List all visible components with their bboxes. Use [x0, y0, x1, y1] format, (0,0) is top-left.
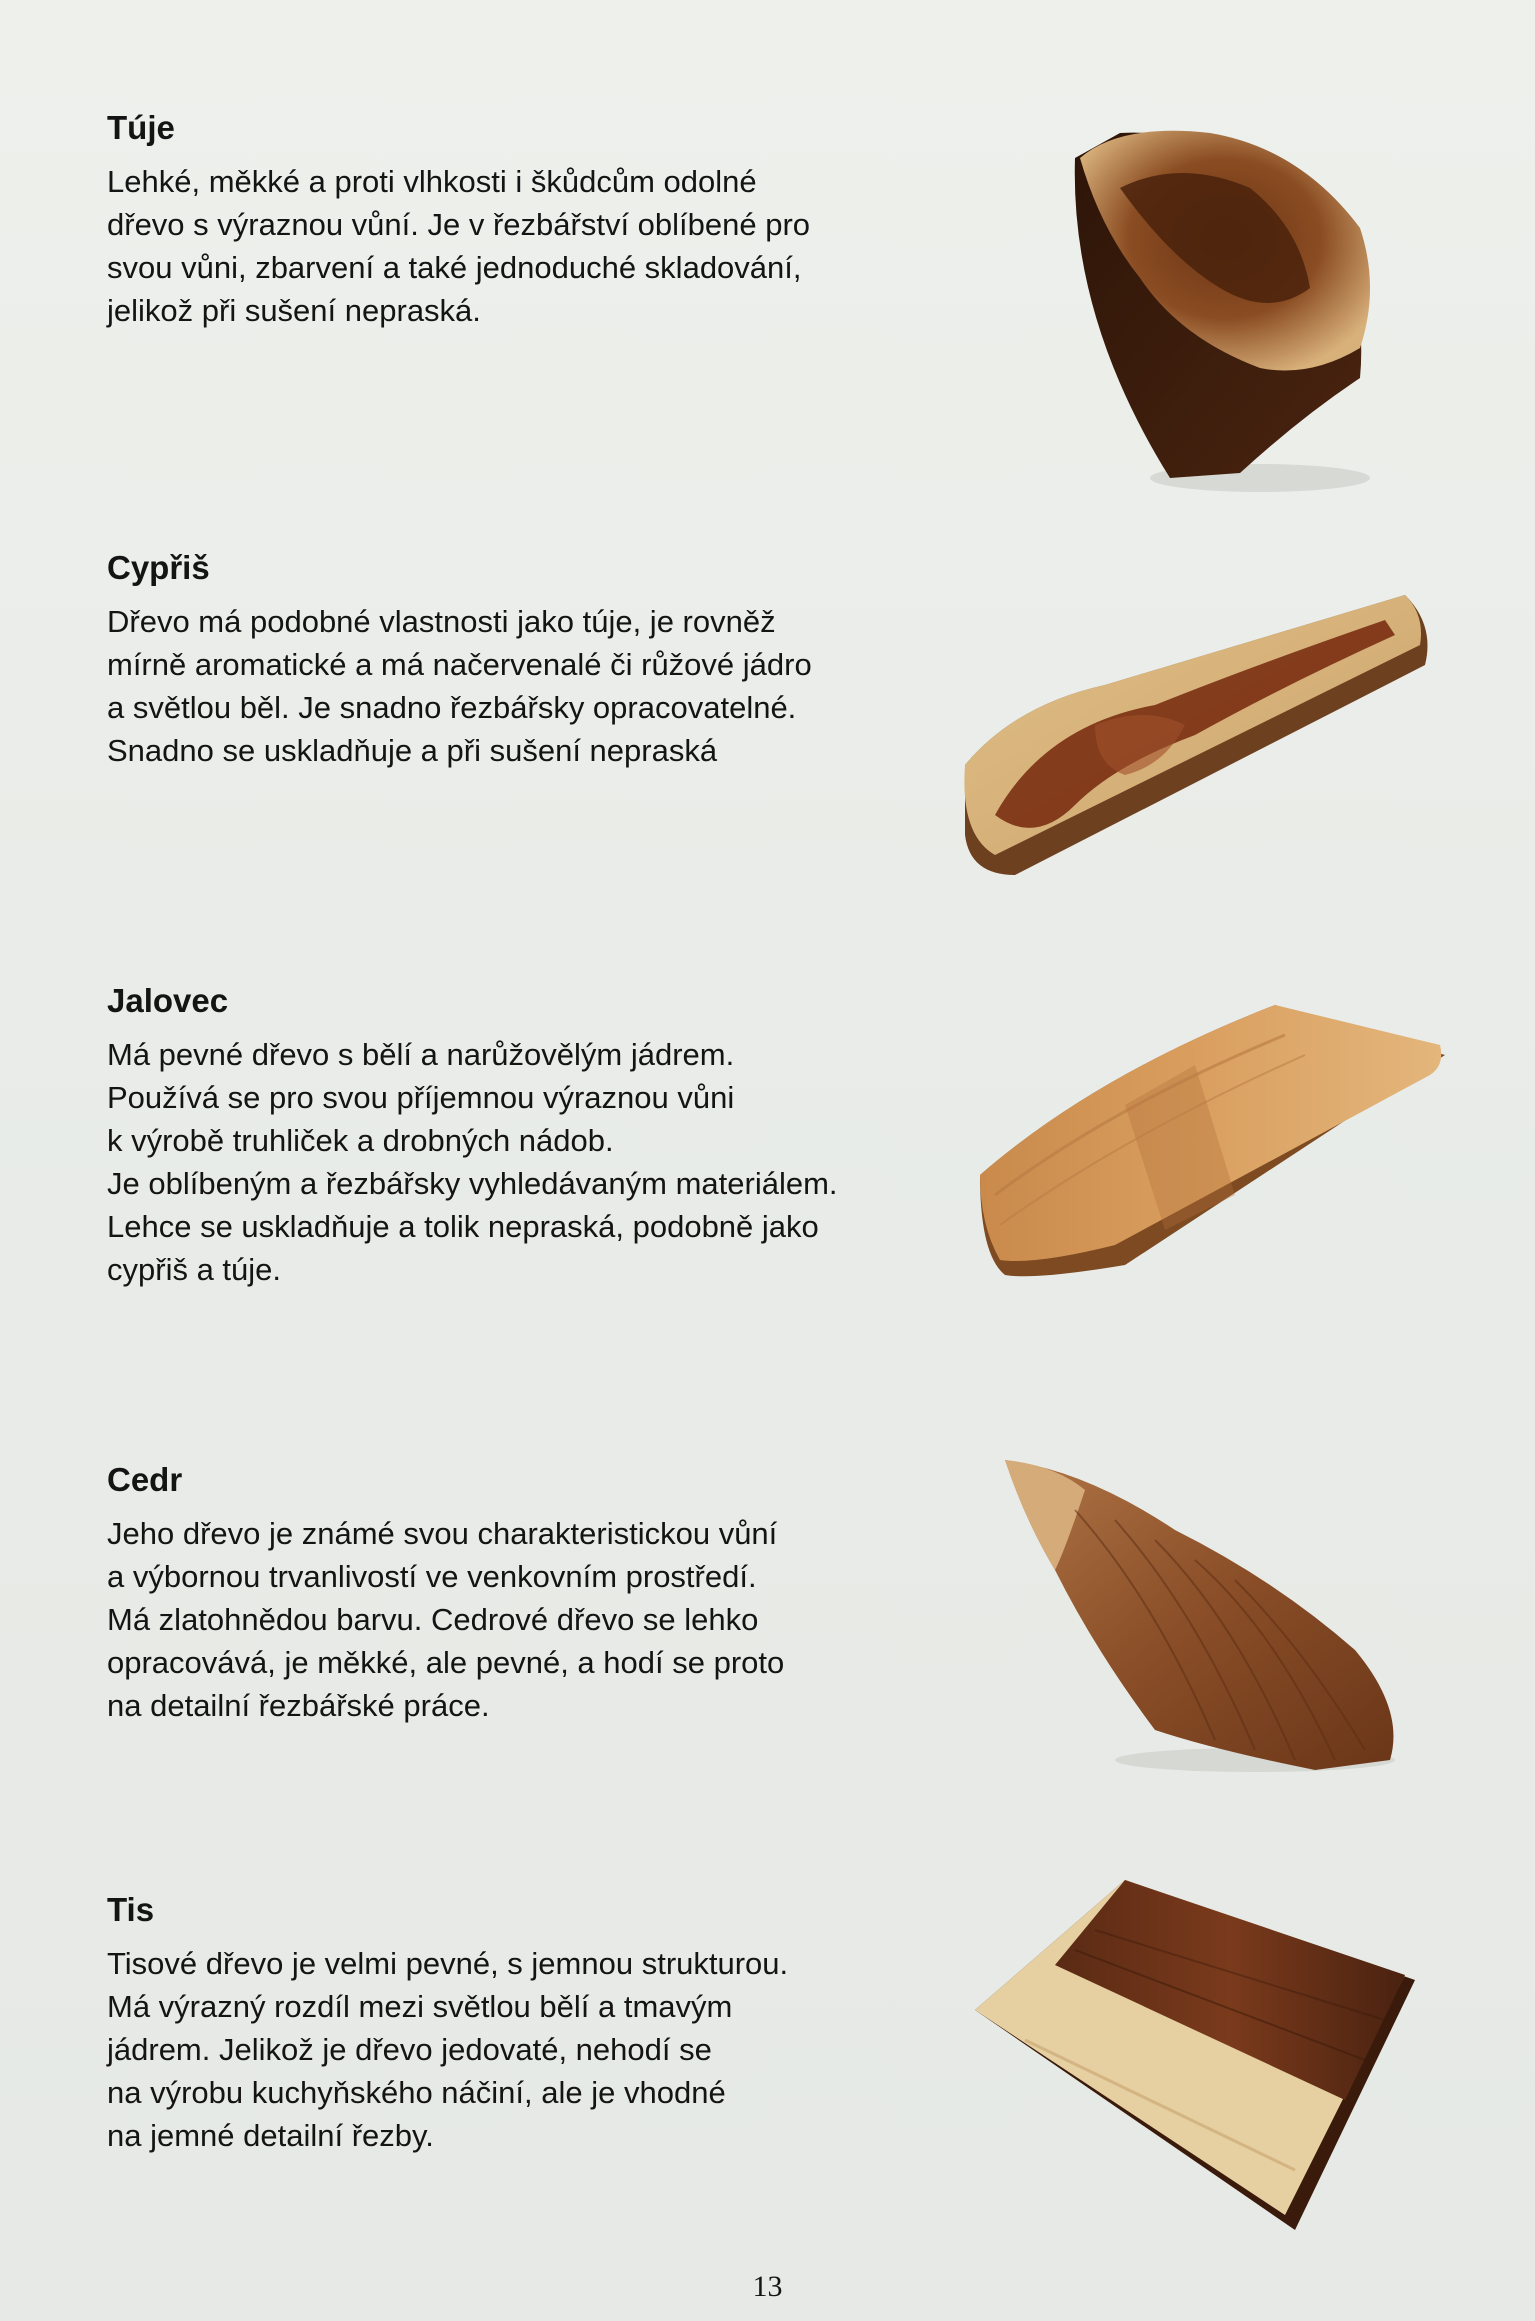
entry-title: Cypřiš	[107, 549, 210, 586]
entry-cypress	[107, 548, 907, 772]
entry-juniper	[107, 981, 907, 1291]
entry-thuja	[107, 108, 907, 332]
page-number: 13	[752, 2270, 783, 2303]
entry-text: Má pevné dřevo s bělí a narůžovělým jádrem. Používá se pro svou příjemnou výraznou vůni k výrobě truhliček a drobných nádob. Je oblíbeným a řezbářsky vyhledávaným materiálem. Lehce se uskladňuje a tolik nepraská, podobně jako cypřiš a túje.	[107, 1037, 838, 1287]
cypress-wood-image	[955, 575, 1435, 895]
entry-text: Dřevo má podobné vlastnosti jako túje, je rovněž mírně aromatické a má načervenalé či růžové jádro a světlou běl. Je snadno řezbářsky opracovatelné. Snadno se uskladňuje a při sušení nepraská	[107, 604, 812, 768]
entry-title: Tis	[107, 1891, 155, 1928]
yew-wood-image	[965, 1870, 1425, 2240]
entry-title: Túje	[107, 109, 175, 146]
juniper-wood-image	[975, 995, 1455, 1295]
entry-text: Tisové dřevo je velmi pevné, s jemnou strukturou. Má výrazný rozdíl mezi světlou bělí a tmavým jádrem. Jelikož je dřevo jedovaté, nehodí se na výrobu kuchyňského náčiní, ale je vhodné na jemné detailní řezby.	[107, 1946, 789, 2153]
entry-yew	[107, 1890, 907, 2157]
entry-title: Cedr	[107, 1461, 183, 1498]
entry-text: Lehké, měkké a proti vlhkosti i škůdcům odolné dřevo s výraznou vůní. Je v řezbářství oblíbené pro svou vůni, zbarvení a také jednoduché skladování, jelikož při sušení nepraská.	[107, 164, 811, 328]
entry-text: Jeho dřevo je známé svou charakteristickou vůní a výbornou trvanlivostí ve venkovním prostředí. Má zlatohnědou barvu. Cedrové dřevo se lehko opracovává, je měkké, ale pevné, a hodí se proto na detailní řezbářské práce.	[107, 1516, 785, 1723]
entry-cedar	[107, 1460, 907, 1727]
cedar-wood-image	[995, 1450, 1415, 1780]
entry-title: Jalovec	[107, 982, 229, 1019]
thuja-wood-image	[1060, 118, 1390, 498]
